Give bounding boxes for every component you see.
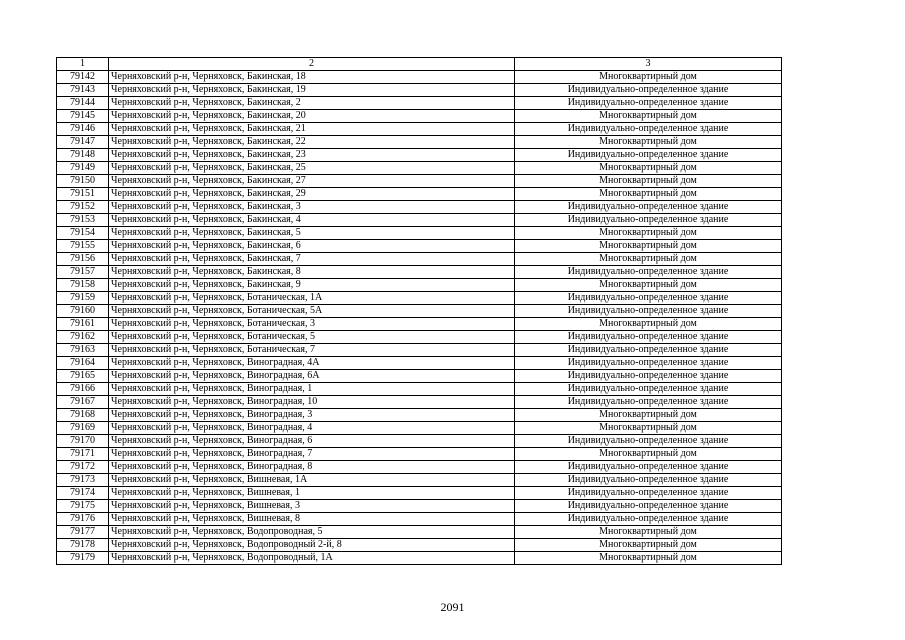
cell-address: Черняховский р-н, Черняховск, Вишневая, 3 [109, 500, 515, 513]
cell-address: Черняховский р-н, Черняховск, Ботаническая, 3 [109, 318, 515, 331]
cell-id: 79171 [57, 448, 109, 461]
cell-type: Многоквартирный дом [515, 227, 782, 240]
table-row [57, 162, 782, 175]
cell-address: Черняховский р-н, Черняховск, Бакинская, 19 [109, 84, 515, 97]
table-row [57, 149, 782, 162]
cell-id: 79173 [57, 474, 109, 487]
cell-id: 79148 [57, 149, 109, 162]
cell-id: 79168 [57, 409, 109, 422]
table-row [57, 513, 782, 526]
cell-id: 79167 [57, 396, 109, 409]
cell-type: Многоквартирный дом [515, 136, 782, 149]
page-number: 2091 [440, 600, 465, 614]
table-row [57, 227, 782, 240]
table-row [57, 266, 782, 279]
cell-type: Индивидуально-определенное здание [515, 383, 782, 396]
cell-address: Черняховский р-н, Черняховск, Виноградная, 6А [109, 370, 515, 383]
cell-type: Индивидуально-определенное здание [515, 331, 782, 344]
cell-address: Черняховский р-н, Черняховск, Виноградная, 3 [109, 409, 515, 422]
cell-type: Многоквартирный дом [515, 552, 782, 565]
table-header-row [57, 58, 782, 71]
cell-id: 79178 [57, 539, 109, 552]
cell-type: Индивидуально-определенное здание [515, 292, 782, 305]
cell-type: Многоквартирный дом [515, 162, 782, 175]
cell-address: Черняховский р-н, Черняховск, Ботаническая, 5 [109, 331, 515, 344]
cell-address: Черняховский р-н, Черняховск, Бакинская, 27 [109, 175, 515, 188]
cell-address: Черняховский р-н, Черняховск, Бакинская, 8 [109, 266, 515, 279]
cell-address: Черняховский р-н, Черняховск, Бакинская, 29 [109, 188, 515, 201]
header-col-type: 3 [515, 58, 782, 71]
table-row [57, 409, 782, 422]
table-row [57, 474, 782, 487]
cell-type: Индивидуально-определенное здание [515, 513, 782, 526]
cell-id: 79162 [57, 331, 109, 344]
cell-type: Многоквартирный дом [515, 409, 782, 422]
cell-type: Индивидуально-определенное здание [515, 201, 782, 214]
cell-address: Черняховский р-н, Черняховск, Бакинская, 20 [109, 110, 515, 123]
table-row [57, 357, 782, 370]
cell-type: Индивидуально-определенное здание [515, 370, 782, 383]
cell-type: Индивидуально-определенное здание [515, 357, 782, 370]
cell-type: Индивидуально-определенное здание [515, 305, 782, 318]
table-row [57, 97, 782, 110]
cell-address: Черняховский р-н, Черняховск, Виноградная, 8 [109, 461, 515, 474]
cell-id: 79165 [57, 370, 109, 383]
table-row [57, 188, 782, 201]
cell-address: Черняховский р-н, Черняховск, Ботаническая, 7 [109, 344, 515, 357]
cell-id: 79145 [57, 110, 109, 123]
table-row [57, 461, 782, 474]
cell-address: Черняховский р-н, Черняховск, Бакинская, 23 [109, 149, 515, 162]
cell-address: Черняховский р-н, Черняховск, Бакинская, 7 [109, 253, 515, 266]
cell-address: Черняховский р-н, Черняховск, Бакинская, 4 [109, 214, 515, 227]
cell-address: Черняховский р-н, Черняховск, Виноградная, 10 [109, 396, 515, 409]
cell-id: 79152 [57, 201, 109, 214]
cell-type: Многоквартирный дом [515, 71, 782, 84]
cell-address: Черняховский р-н, Черняховск, Бакинская, 9 [109, 279, 515, 292]
cell-address: Черняховский р-н, Черняховск, Вишневая, 8 [109, 513, 515, 526]
cell-address: Черняховский р-н, Черняховск, Виноградная, 7 [109, 448, 515, 461]
table-row [57, 279, 782, 292]
table-row [57, 435, 782, 448]
table-row [57, 500, 782, 513]
table-body [57, 58, 782, 565]
table-row [57, 201, 782, 214]
cell-id: 79149 [57, 162, 109, 175]
buildings-table [56, 57, 782, 565]
header-col-number: 1 [57, 58, 109, 71]
table-row [57, 305, 782, 318]
table-row [57, 84, 782, 97]
cell-address: Черняховский р-н, Черняховск, Водопроводная, 5 [109, 526, 515, 539]
cell-address: Черняховский р-н, Черняховск, Бакинская, 22 [109, 136, 515, 149]
table-row [57, 123, 782, 136]
cell-id: 79153 [57, 214, 109, 227]
cell-type: Многоквартирный дом [515, 188, 782, 201]
table-row [57, 253, 782, 266]
table-row [57, 383, 782, 396]
cell-address: Черняховский р-н, Черняховск, Бакинская, 3 [109, 201, 515, 214]
cell-type: Индивидуально-определенное здание [515, 396, 782, 409]
table-row [57, 370, 782, 383]
cell-address: Черняховский р-н, Черняховск, Ботаническая, 5А [109, 305, 515, 318]
cell-id: 79155 [57, 240, 109, 253]
cell-id: 79144 [57, 97, 109, 110]
cell-address: Черняховский р-н, Черняховск, Водопроводный 2-й, 8 [109, 539, 515, 552]
header-col-address: 2 [109, 58, 515, 71]
table-row [57, 214, 782, 227]
cell-id: 79163 [57, 344, 109, 357]
table-row [57, 318, 782, 331]
cell-address: Черняховский р-н, Черняховск, Вишневая, 1А [109, 474, 515, 487]
cell-id: 79151 [57, 188, 109, 201]
cell-id: 79159 [57, 292, 109, 305]
table-row [57, 175, 782, 188]
cell-type: Индивидуально-определенное здание [515, 435, 782, 448]
table-row [57, 240, 782, 253]
cell-type: Индивидуально-определенное здание [515, 97, 782, 110]
table-row [57, 487, 782, 500]
cell-id: 79158 [57, 279, 109, 292]
cell-type: Многоквартирный дом [515, 175, 782, 188]
table-row [57, 448, 782, 461]
cell-address: Черняховский р-н, Черняховск, Бакинская, 25 [109, 162, 515, 175]
cell-address: Черняховский р-н, Черняховск, Виноградная, 1 [109, 383, 515, 396]
cell-type: Многоквартирный дом [515, 539, 782, 552]
table-row [57, 110, 782, 123]
cell-type: Индивидуально-определенное здание [515, 500, 782, 513]
cell-type: Индивидуально-определенное здание [515, 266, 782, 279]
cell-type: Индивидуально-определенное здание [515, 474, 782, 487]
table-row [57, 422, 782, 435]
cell-address: Черняховский р-н, Черняховск, Бакинская, 21 [109, 123, 515, 136]
cell-id: 79172 [57, 461, 109, 474]
cell-type: Индивидуально-определенное здание [515, 84, 782, 97]
table-row [57, 539, 782, 552]
cell-id: 79150 [57, 175, 109, 188]
cell-id: 79166 [57, 383, 109, 396]
cell-type: Многоквартирный дом [515, 318, 782, 331]
cell-type: Многоквартирный дом [515, 526, 782, 539]
table-row [57, 331, 782, 344]
cell-id: 79147 [57, 136, 109, 149]
cell-id: 79177 [57, 526, 109, 539]
cell-id: 79175 [57, 500, 109, 513]
table-row [57, 396, 782, 409]
cell-type: Индивидуально-определенное здание [515, 149, 782, 162]
cell-id: 79146 [57, 123, 109, 136]
table-row [57, 71, 782, 84]
cell-id: 79143 [57, 84, 109, 97]
table-row [57, 526, 782, 539]
cell-id: 79170 [57, 435, 109, 448]
cell-address: Черняховский р-н, Черняховск, Виноградная, 4 [109, 422, 515, 435]
table-row [57, 552, 782, 565]
cell-id: 79169 [57, 422, 109, 435]
cell-type: Многоквартирный дом [515, 253, 782, 266]
cell-id: 79164 [57, 357, 109, 370]
cell-type: Многоквартирный дом [515, 448, 782, 461]
table-row [57, 136, 782, 149]
cell-id: 79179 [57, 552, 109, 565]
cell-type: Индивидуально-определенное здание [515, 123, 782, 136]
cell-type: Индивидуально-определенное здание [515, 214, 782, 227]
cell-id: 79157 [57, 266, 109, 279]
cell-id: 79160 [57, 305, 109, 318]
cell-id: 79142 [57, 71, 109, 84]
cell-address: Черняховский р-н, Черняховск, Бакинская, 5 [109, 227, 515, 240]
cell-address: Черняховский р-н, Черняховск, Бакинская, 6 [109, 240, 515, 253]
cell-id: 79156 [57, 253, 109, 266]
cell-address: Черняховский р-н, Черняховск, Виноградная, 4А [109, 357, 515, 370]
cell-address: Черняховский р-н, Черняховск, Бакинская, 2 [109, 97, 515, 110]
cell-id: 79161 [57, 318, 109, 331]
cell-id: 79176 [57, 513, 109, 526]
cell-type: Индивидуально-определенное здание [515, 344, 782, 357]
cell-type: Многоквартирный дом [515, 422, 782, 435]
cell-id: 79154 [57, 227, 109, 240]
cell-type: Многоквартирный дом [515, 110, 782, 123]
table-row [57, 344, 782, 357]
table-row [57, 292, 782, 305]
cell-address: Черняховский р-н, Черняховск, Вишневая, 1 [109, 487, 515, 500]
cell-address: Черняховский р-н, Черняховск, Водопроводный, 1А [109, 552, 515, 565]
cell-address: Черняховский р-н, Черняховск, Бакинская, 18 [109, 71, 515, 84]
cell-id: 79174 [57, 487, 109, 500]
cell-type: Многоквартирный дом [515, 279, 782, 292]
cell-type: Индивидуально-определенное здание [515, 487, 782, 500]
cell-type: Многоквартирный дом [515, 240, 782, 253]
cell-address: Черняховский р-н, Черняховск, Ботаническая, 1А [109, 292, 515, 305]
cell-address: Черняховский р-н, Черняховск, Виноградная, 6 [109, 435, 515, 448]
cell-type: Индивидуально-определенное здание [515, 461, 782, 474]
